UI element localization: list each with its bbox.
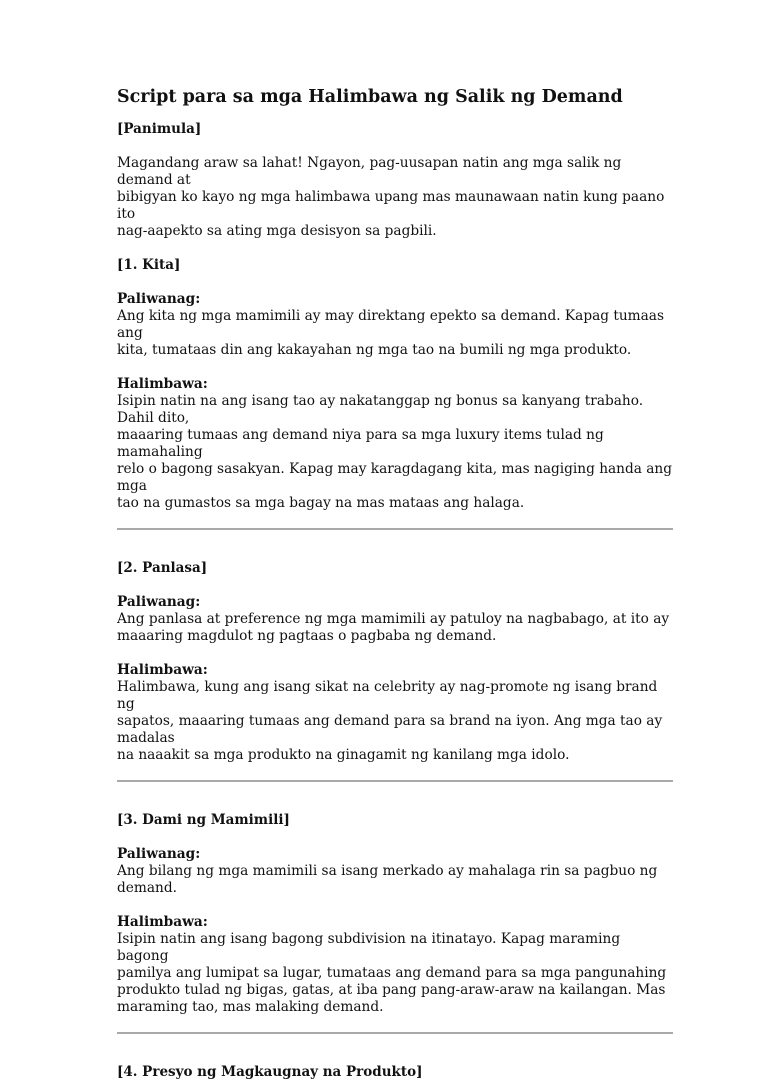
section-heading-kita: [1. Kita] bbox=[117, 257, 181, 273]
example-label: Halimbawa: bbox=[117, 914, 208, 930]
section-heading-presyo: [4. Presyo ng Magkaugnay na Produkto] bbox=[117, 1064, 423, 1080]
example-line: maaaring tumaas ang demand niya para sa mga luxury items tulad ng mamahaling bbox=[117, 427, 604, 460]
explanation-line: demand. bbox=[117, 880, 177, 896]
example-line: pamilya ang lumipat sa lugar, tumataas ang demand para sa mga pangunahing bbox=[117, 965, 667, 981]
example-line: produkto tulad ng bigas, gatas, at iba pang pang-araw-araw na kailangan. Mas bbox=[117, 982, 666, 998]
example-line: Halimbawa, kung ang isang sikat na celebrity ay nag-promote ng isang brand ng bbox=[117, 679, 658, 712]
section-heading-dami-ng-mamimili: [3. Dami ng Mamimili] bbox=[117, 812, 290, 828]
document-title: Script para sa mga Halimbawa ng Salik ng Demand bbox=[117, 87, 623, 107]
explanation-label: Paliwanag: bbox=[117, 291, 201, 307]
example-line: maraming tao, mas malaking demand. bbox=[117, 999, 384, 1015]
example-line: tao na gumastos sa mga bagay na mas mataas ang halaga. bbox=[117, 495, 525, 511]
intro-heading: [Panimula] bbox=[117, 121, 202, 137]
explanation-line: kita, tumataas din ang kakayahan ng mga tao na bumili ng mga produkto. bbox=[117, 342, 632, 358]
explanation-line: Ang panlasa at preference ng mga mamimili ay patuloy na nagbabago, at ito ay bbox=[117, 611, 670, 627]
explanation-line: maaaring magdulot ng pagtaas o pagbaba ng demand. bbox=[117, 628, 497, 644]
example-line: Isipin natin na ang isang tao ay nakatanggap ng bonus sa kanyang trabaho. Dahil dito, bbox=[117, 393, 644, 426]
explanation-label: Paliwanag: bbox=[117, 594, 201, 610]
explanation-line: Ang bilang ng mga mamimili sa isang merkado ay mahalaga rin sa pagbuo ng bbox=[117, 863, 658, 879]
example-line: sapatos, maaaring tumaas ang demand para sa brand na iyon. Ang mga tao ay madalas bbox=[117, 713, 663, 746]
example-line: na naaakit sa mga produkto na ginagamit ng kanilang mga idolo. bbox=[117, 747, 570, 763]
example-label: Halimbawa: bbox=[117, 662, 208, 678]
example-line: relo o bagong sasakyan. Kapag may karagdagang kita, mas nagiging handa ang mga bbox=[117, 461, 672, 494]
document-page bbox=[117, 86, 673, 1081]
intro-line: nag-aapekto sa ating mga desisyon sa pagbili. bbox=[117, 223, 437, 239]
intro-line: Magandang araw sa lahat! Ngayon, pag-uusapan natin ang mga salik ng demand at bbox=[117, 155, 622, 188]
section-heading-panlasa: [2. Panlasa] bbox=[117, 560, 208, 576]
example-label: Halimbawa: bbox=[117, 376, 208, 392]
intro-line: bibigyan ko kayo ng mga halimbawa upang mas maunawaan natin kung paano ito bbox=[117, 189, 665, 222]
explanation-line: Ang kita ng mga mamimili ay may direktang epekto sa demand. Kapag tumaas ang bbox=[117, 308, 664, 341]
example-line: Isipin natin ang isang bagong subdivision na itinatayo. Kapag maraming bagong bbox=[117, 931, 621, 964]
explanation-label: Paliwanag: bbox=[117, 846, 201, 862]
